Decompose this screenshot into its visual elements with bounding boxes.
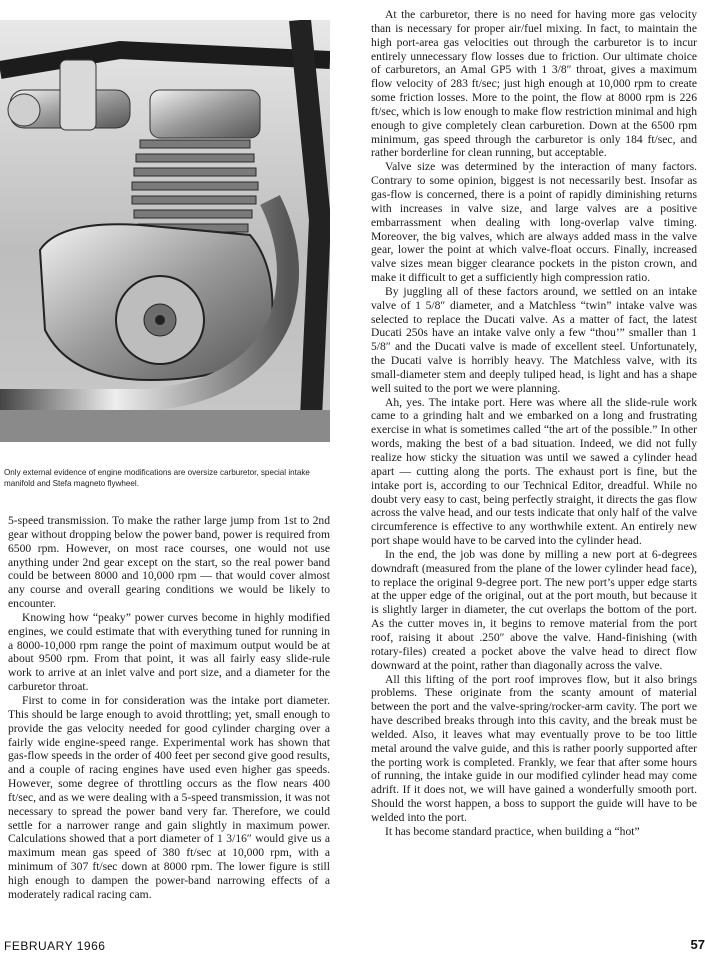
engine-photo [0,20,330,442]
paragraph: It has become standard practice, when building a “hot” [385,824,640,838]
paragraph: Valve size was determined by the interaction of many factors. Contrary to some opinion, biggest is not necessarily best. Insofar as gas-flow is concerned, there is a point of rapidly diminishing returns with increases in valve size, and large valves are a positive embarrassment when dealing with long-overlap valve timing. Moreover, the big valves, which are always added mass in the valve gear, lower the point at which valve-float occurs. Finally, increased valve sizes mean bigger clearance pockets in the piston crown, and make it difficult to get a sufficiently high compression ratio. [371,160,697,285]
page-number: 57 [690,937,705,952]
paragraph: In the end, the job was done by milling a new port at 6-degrees downdraft (measured from the plane of the lower cylinder head face), to replace the original 9-degree port. The new port’s upper edge starts at the upper edge of the original, out at the port mouth, but because it is slightly larger in diameter, the cut overlaps the bottom of the port. As the cutter moves in, it begins to remove material from the port roof, raising it about .250″ above the valve. Hand-finishing (with rotary-files) created a pocket above the valve head to direct flow downward at the point, rather than diagonally across the valve. [371,547,697,672]
issue-date: FEBRUARY 1966 [4,939,106,953]
paragraph: 5-speed transmission. To make the rather large jump from 1st to 2nd gear without dropping below the power band, power is required from 6500 rpm. However, on most race courses, one would not use anything under 2nd gear except on the start, so the real power band could be between 8000 and 10,000 rpm — that would cover almost any course and overall gearing conditions we would be likely to encounter. [8,514,330,611]
paragraph: Ah, yes. The intake port. Here was where all the slide-rule work came to a grinding halt and we embarked on a long and frustrating exercise in what is sometimes called “the art of the possible.” In other words, making the best of a bad situation. Indeed, we did not fully realize how sticky the situation was until we sawed a cylinder head apart — cutting along the ports. The exhaust port is fine, but the intake port is, according to our Technical Editor, dreadful. While no doubt very easy to cast, being perfectly straight, it directs the gas flow across the valve head, and our tests indicate that only half of the valve circumference is effective to any worthwhile extent. An entirely new port shape would have to be carved into the cylinder head. [371,395,697,548]
paragraph: By juggling all of these factors around, we settled on an intake valve of 1 5/8″ diameter, and a Matchless “twin” intake valve was selected to replace the Ducati valve. As a matter of fact, the latest Ducati 250s have an intake valve only a few “thou’” smaller than 1 5/8″ and the Ducati valve is made of excellent steel. Unfortunately, the Ducati valve is horribly heavy. The Matchless valve, with its small-diameter stem and deeply tuliped head, is light and has a shape well suited to the port we were planning. [371,284,697,395]
paragraph: All this lifting of the port roof improves flow, but it also brings problems. These originate from the scanty amount of material between the port and the valve-spring/rocker-arm cavity. The port we have described breaks through into this cavity, and the break must be welded. Also, it leaves what may eventually prove to be too little metal around the valve guide, and this is rather poorly supported after the porting work is completed. Frankly, we fear that after some hours of running, the intake guide in our modified cylinder head may come adrift. If it does not, we will have gained a wonderfully smooth port. Should the worst happen, a boss to support the guide will have to be welded into the port. [371,672,697,824]
paragraph: At the carburetor, there is no need for having more gas velocity than is necessary for proper air/fuel mixing. In fact, to maintain the high port-area gas velocities out through the carburetor is to incur entirely unnecessary flow losses due to friction. Our ultimate choice of carburetors, an Amal GP5 with 1 3/8″ throat, gives a maximum flow velocity of 283 ft/sec; just high enough at 10,000 rpm to create some friction losses. More to the point, the flow at 8000 rpm is 226 ft/sec, which is low enough to make flow restriction minimal and high enough to give completely clean carburetion. Down at the 6500 rpm minimum, gas speed through the carburetor is only 184 ft/sec, and rather borderline for clean running, but acceptable. [371,8,697,160]
right-column [371,8,697,839]
paragraph: First to come in for consideration was the intake port diameter. This should be large enough to avoid throttling; yet, small enough to provide the gas velocity needed for good cylinder charging over a fairly wide engine-speed range. Experimental work has shown that gas-flow speeds in the order of 400 feet per second give good results, and a couple of racing engines have used even higher gas speeds. However, some degree of throttling occurs as the flow nears 400 ft/sec, and as we were dealing with a 5-speed transmission, it was not necessary to spread the power band very far. Therefore, we could settle for a narrower range and gain slightly in maximum power. Calculations showed that a port diameter of 1 3/16″ would give us a maximum mean gas speed of 380 ft/sec at 10,000 rpm, with a minimum of 307 ft/sec down at 8000 rpm. The lower figure is still high enough to dampen the power-band narrowing effects of a moderately radical racing cam. [8,693,330,901]
engine-illustration [0,20,330,442]
left-column [8,514,330,902]
photo-caption: Only external evidence of engine modifications are oversize carburetor, special intake manifold and Stefa magneto flywheel. [4,468,310,488]
paragraph: Knowing how “peaky” power curves become in highly modified engines, we could estimate that with everything tuned for running in a 8000-10,000 rpm range the point of maximum output would be at about 9500 rpm. From that point, it was all fairly easy slide-rule work to arrive at an inlet valve and port size, and a diameter for the carburetor throat. [8,610,330,694]
